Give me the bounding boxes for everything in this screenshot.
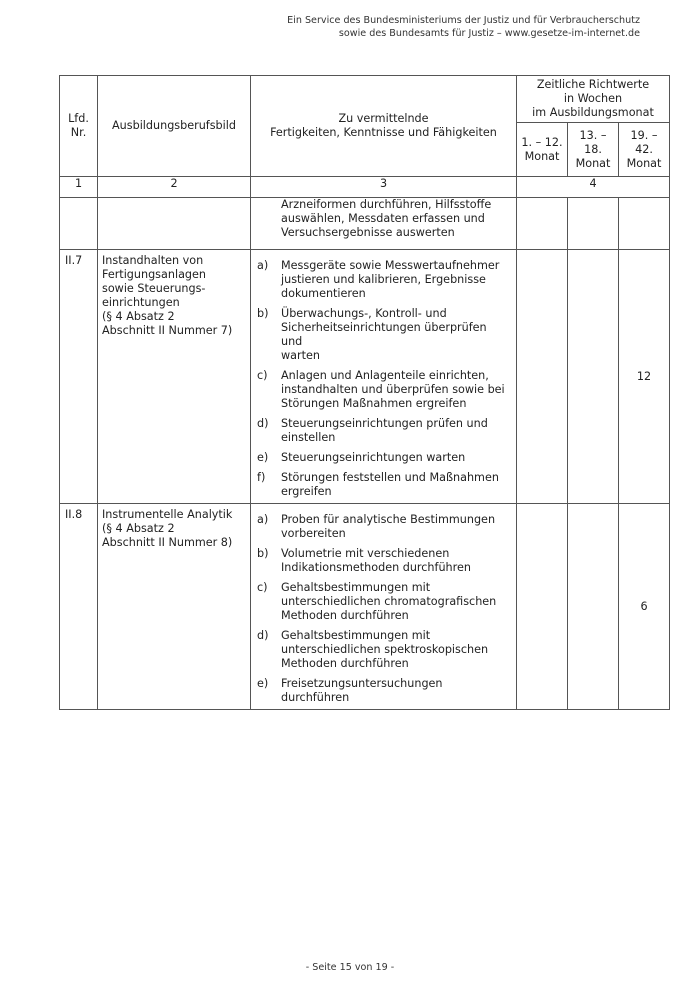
weeks-13-18	[568, 250, 619, 504]
column-number-2: 2	[98, 177, 251, 198]
list-item: e) Steuerungseinrichtungen warten	[257, 451, 466, 464]
row-berufsbild: Instrumentelle Analytik (§ 4 Absatz 2 Abschnitt II Nummer 8)	[98, 504, 251, 710]
list-item: b) Volumetrie mit verschiedenen Indikationsmethoden durchführen	[257, 547, 471, 574]
list-item: c) Gehaltsbestimmungen mit unterschiedlichen chromatografischen Methoden durchführen	[257, 581, 497, 622]
header-line-1: Ein Service des Bundesministeriums der Justiz und für Verbraucherschutz	[287, 15, 640, 26]
list-item: f) Störungen feststellen und Maßnahmen ergreifen	[257, 471, 499, 498]
table-row-continuation	[60, 198, 670, 250]
page-header	[287, 14, 640, 40]
weeks-19-42: 6	[619, 504, 670, 710]
header-monat-19-42: 19. – 42. Monat	[619, 123, 670, 177]
page-footer: - Seite 15 von 19 -	[305, 962, 395, 973]
header-inhalte: Zu vermittelnde Fertigkeiten, Kenntnisse und Fähigkeiten	[251, 76, 517, 177]
row-content	[251, 250, 517, 504]
list-item: e) Freisetzungsuntersuchungen durchführen	[257, 677, 443, 704]
list-item: a) Messgeräte sowie Messwertaufnehmer justieren und kalibrieren, Ergebnisse dokumentieren	[257, 259, 500, 300]
header-monat-13-18: 13. – 18. Monat	[568, 123, 619, 177]
column-number-4: 4	[517, 177, 670, 198]
header-line-2: sowie des Bundesamts für Justiz – www.gesetze-im-internet.de	[338, 28, 640, 39]
row-content	[251, 504, 517, 710]
table-row	[60, 504, 670, 710]
header-lfd-nr: Lfd. Nr.	[60, 76, 98, 177]
row-berufsbild: Instandhalten von Fertigungsanlagen sowie Steuerungs- einrichtungen (§ 4 Absatz 2 Abschnitt II Nummer 7)	[98, 250, 251, 504]
weeks-1-12	[517, 250, 568, 504]
list-item: c) Anlagen und Anlagenteile einrichten, instandhalten und überprüfen sowie bei Störungen Maßnahmen ergreifen	[257, 369, 505, 410]
header-zeitliche-richtwerte: Zeitliche Richtwerte in Wochen im Ausbildungsmonat	[517, 76, 670, 123]
column-number-3: 3	[251, 177, 517, 198]
ausbildungsrahmenplan-table	[59, 75, 670, 710]
list-item: d) Steuerungseinrichtungen prüfen und einstellen	[257, 417, 488, 444]
weeks-19-42: 12	[619, 250, 670, 504]
continuation-text: Arzneiformen durchführen, Hilfsstoffe auswählen, Messdaten erfassen und Versuchsergebnisse auswerten	[281, 198, 492, 239]
list-item: b) Überwachungs-, Kontroll- und Sicherheitseinrichtungen überprüfen und warten	[257, 307, 487, 362]
row-number: II.7	[60, 250, 98, 504]
list-item: d) Gehaltsbestimmungen mit unterschiedlichen spektroskopischen Methoden durchführen	[257, 629, 489, 670]
weeks-1-12	[517, 504, 568, 710]
header-monat-1-12: 1. – 12. Monat	[517, 123, 568, 177]
list-item: a) Proben für analytische Bestimmungen vorbereiten	[257, 513, 496, 540]
table-row	[60, 250, 670, 504]
header-ausbildungsberufsbild: Ausbildungsberufsbild	[98, 76, 251, 177]
row-number: II.8	[60, 504, 98, 710]
column-number-1: 1	[60, 177, 98, 198]
weeks-13-18	[568, 504, 619, 710]
